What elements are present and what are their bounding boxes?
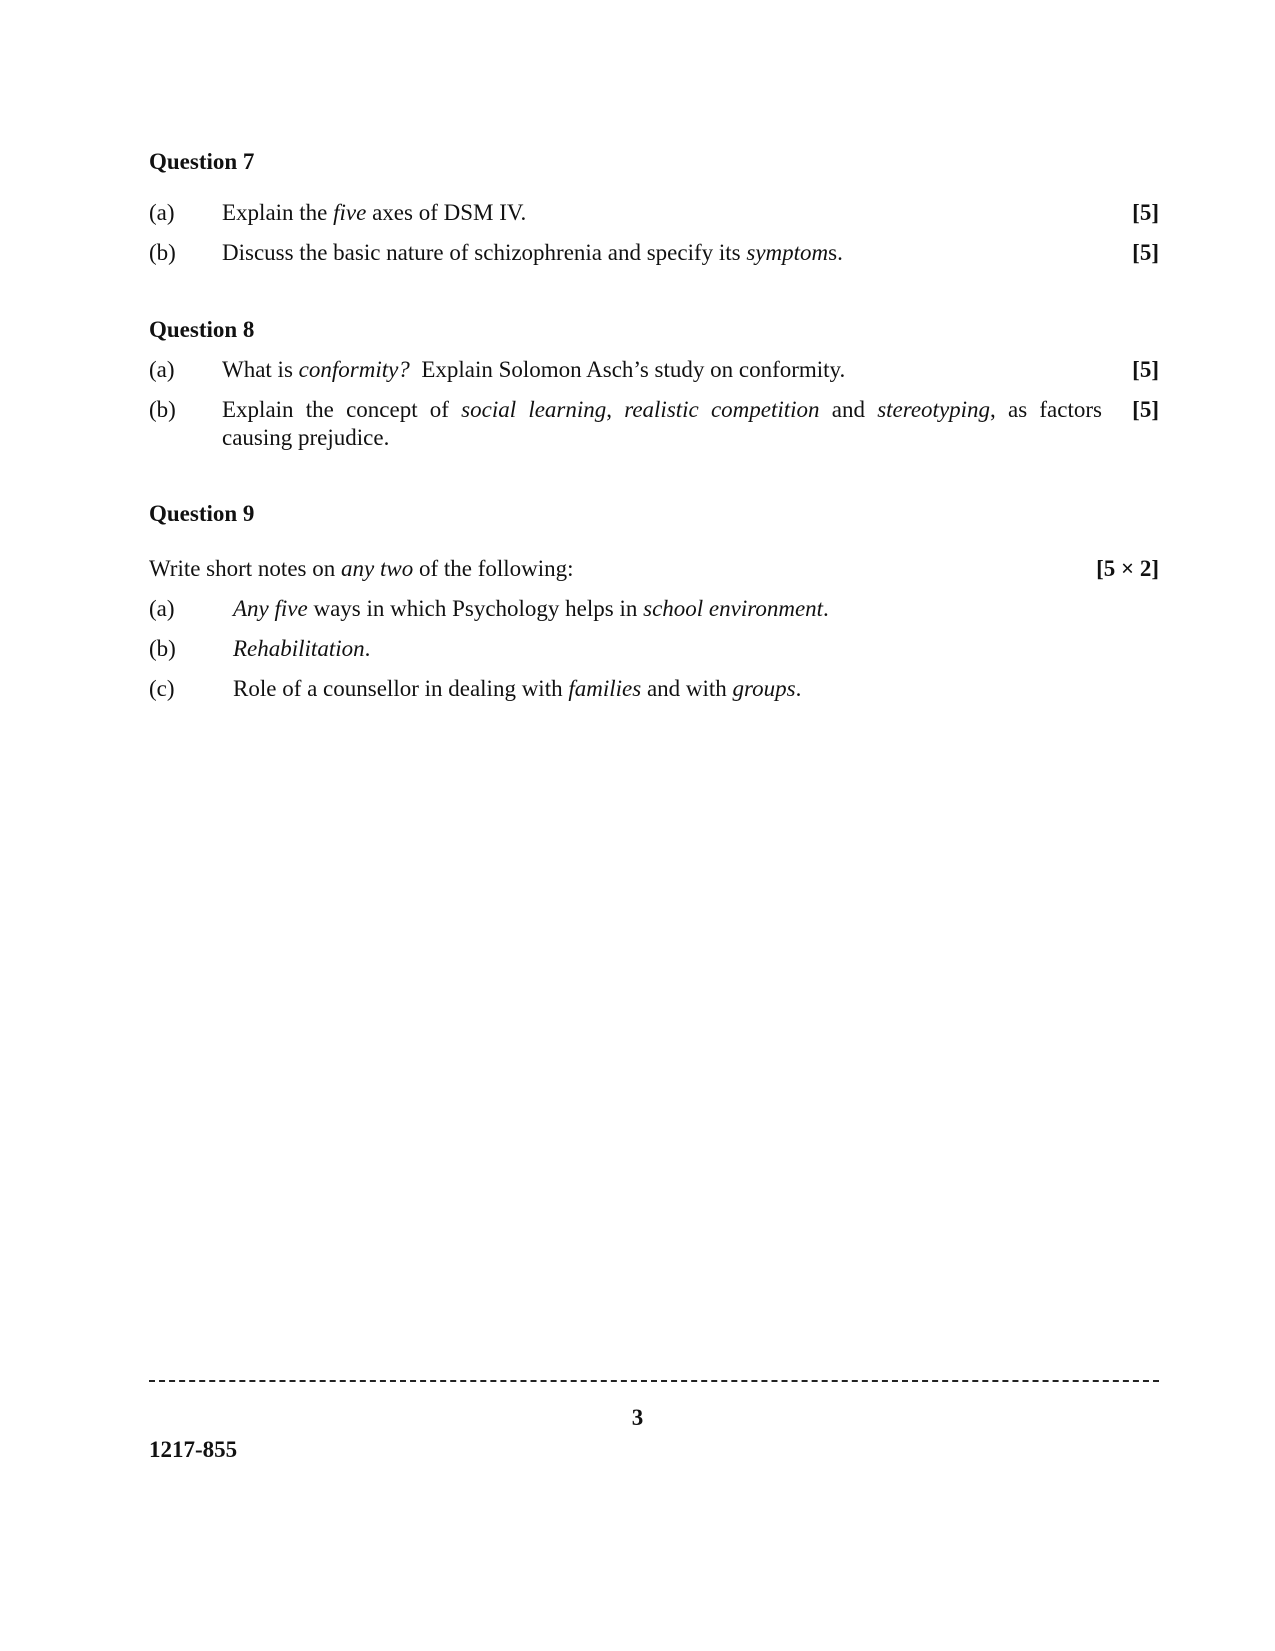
part-text: Role of a counsellor in dealing with families and with groups.: [233, 676, 802, 701]
marks: [5]: [1132, 240, 1159, 265]
marks: [5]: [1132, 200, 1159, 225]
part-label: (a): [149, 596, 175, 621]
question-7-title: Question 7: [149, 149, 255, 174]
part-text: Explain the concept of social learning, realistic competition and stereotyping, as factors causing prejudice.: [222, 397, 1102, 450]
part-text: What is conformity? Explain Solomon Asch’s study on conformity.: [222, 357, 846, 382]
part-label: (b): [149, 397, 176, 422]
paper-code: 1217-855: [149, 1437, 238, 1462]
part-label: (b): [149, 636, 176, 661]
part-text: Rehabilitation.: [233, 636, 371, 661]
page-number: 3: [631, 1405, 644, 1430]
part-label: (a): [149, 357, 175, 382]
part-text: Any five ways in which Psychology helps in school environment.: [233, 596, 829, 621]
q8-part-b: [149, 396, 1159, 452]
part-label: (c): [149, 676, 175, 701]
marks: [5 × 2]: [1096, 556, 1159, 581]
part-label: (a): [149, 200, 175, 225]
part-text: Explain the five axes of DSM IV.: [222, 200, 527, 225]
marks: [5]: [1132, 397, 1159, 422]
marks: [5]: [1132, 357, 1159, 382]
footer-divider: [149, 1380, 1159, 1382]
question-9-title: Question 9: [149, 501, 255, 526]
question-8-title: Question 8: [149, 317, 255, 342]
part-text: Discuss the basic nature of schizophrenia and specify its symptoms.: [222, 240, 843, 265]
part-label: (b): [149, 240, 176, 265]
intro-text: Write short notes on any two of the following:: [149, 556, 574, 581]
